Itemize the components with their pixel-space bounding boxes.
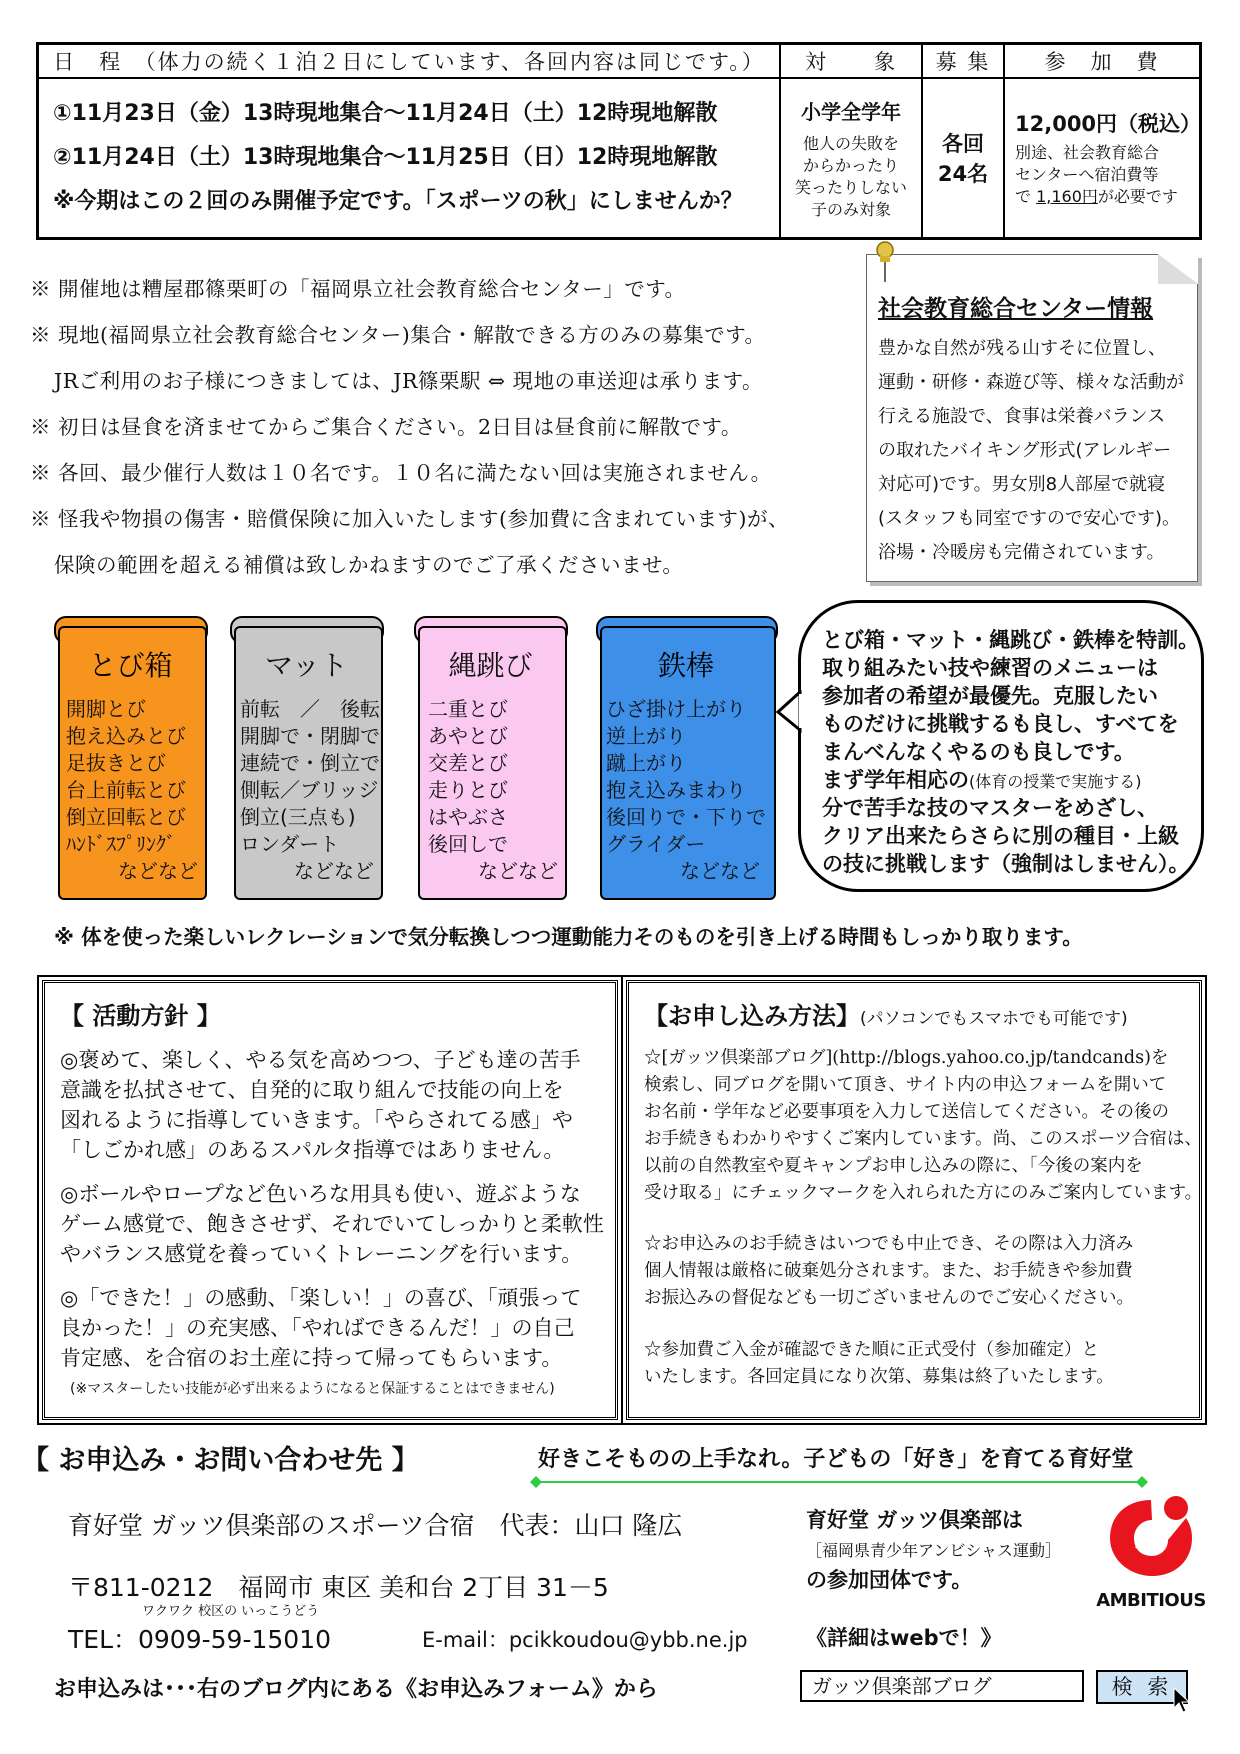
skill-item: 開脚とび — [66, 697, 146, 721]
info-title: 社会教育総合センター情報 — [878, 296, 1154, 322]
schedule-table — [36, 42, 1202, 240]
pushpin-icon — [870, 240, 900, 284]
skill-item: 交差とび — [428, 751, 508, 775]
policy-line: ゲーム感覚で、飽きさせず、それでいてしっかりと柔軟性 — [60, 1212, 604, 1236]
skill-etc: などなど — [118, 859, 198, 883]
skill-item: 抱え込みとび — [66, 724, 186, 748]
address-ruby: ワクワク 校区の いっこうどう — [142, 1604, 320, 1619]
policy-line: 「しごかれ感」のあるスパルタ指導ではありません。 — [60, 1138, 565, 1162]
bubble-pointer — [776, 690, 806, 734]
recreation-note: ※ 体を使った楽しいレクレーションで気分転換しつつ運動能力そのものを引き上げる時間もしっかり取ります。 — [54, 925, 1083, 949]
info-line: の取れたバイキング形式(アレルギー — [878, 440, 1172, 461]
page-fold-corner — [1158, 254, 1198, 284]
info-line: 対応可)です。男女別8人部屋で就寝 — [878, 474, 1166, 495]
bubble-note: (体育の授業で実施する) — [969, 772, 1142, 791]
header-target: 対 象 — [780, 44, 922, 79]
apply-line: 以前の自然教室や夏キャンプお申し込みの際に、「今後の案内を — [644, 1156, 1143, 1176]
fee-line — [1015, 186, 1199, 208]
target-line: からかったり — [802, 155, 899, 175]
note-insurance: ※ 怪我や物損の傷害・賠償保険に加入いたします(参加費に含まれています)が、 — [30, 507, 790, 531]
target-line: 笑ったりしない — [794, 177, 907, 197]
skill-item: 前転 ／ 後転 — [240, 697, 380, 721]
fee-cell — [1004, 78, 1201, 239]
organization: 育好堂 ガッツ倶楽部のスポーツ合宿 代表：山口 隆広 — [68, 1511, 683, 1540]
note-lunch: ※ 初日は昼食を済ませてからご集合ください。2日目は昼食前に解散です。 — [30, 415, 742, 439]
telephone: TEL：0909-59-15010 — [68, 1625, 332, 1654]
header-capacity: 募 集 — [922, 44, 1004, 79]
apply-line: 個人情報は厳格に破棄処分されます。また、お手続きや参加費 — [644, 1261, 1133, 1281]
bubble-line: の技に挑戦します（強制はしません）。 — [822, 852, 1190, 876]
apply-title: 【お申し込み方法】 — [644, 1002, 860, 1030]
capacity-label: 各回 — [942, 132, 984, 156]
schedule-row-1: ①11月23日（金）13時現地集合～11月24日（土）12時現地解散 — [53, 101, 718, 126]
skill-item: 抱え込みまわり — [606, 778, 746, 802]
target-main: 小学全学年 — [801, 99, 901, 124]
target-cell — [780, 78, 922, 239]
slogan: 好きこそものの上手なれ。子どもの「好き」を育てる育好堂 — [538, 1447, 1134, 1472]
blog-search-input[interactable]: ガッツ倶楽部ブログ — [800, 1670, 1084, 1702]
target-line: 子のみ対象 — [810, 199, 891, 219]
skill-item: グライダー — [606, 832, 706, 856]
skill-item: あやとび — [428, 724, 508, 748]
apply-line: ☆参加費ご入金が確認できた順に正式受付（参加確定）と — [644, 1340, 1099, 1360]
bubble-line: まんべんなくやるのも良しです。 — [822, 740, 1135, 764]
scroll-title: マット — [265, 649, 348, 682]
policy-title: 【 活動方針 】 — [60, 1002, 221, 1030]
bubble-line: 取り組みたい技や練習のメニューは — [822, 656, 1158, 680]
slogan-underline — [530, 1476, 1148, 1488]
skill-item: はやぶさ — [428, 805, 508, 829]
skill-item: 倒立回転とび — [66, 805, 186, 829]
skill-item: 二重とび — [428, 697, 508, 721]
apply-line: いたします。各回定員になり次第、募集は終了いたします。 — [644, 1367, 1114, 1387]
skill-item: 足抜きとび — [66, 751, 166, 775]
bubble-line: クリア出来たらさらに別の種目・上級 — [822, 824, 1179, 848]
scroll-title: 鉄棒 — [657, 649, 714, 682]
mouse-cursor-icon — [1172, 1686, 1194, 1716]
skill-item: 後回しで — [428, 832, 508, 856]
skill-etc: などなど — [478, 859, 558, 883]
info-line: (スタッフも同室ですので安心です)。 — [878, 508, 1181, 529]
policy-line: やバランス感覚を養っていくトレーニングを行います。 — [60, 1242, 583, 1266]
header-fee: 参 加 費 — [1004, 44, 1201, 79]
member-line: ［福岡県青少年アンビシャス運動］ — [806, 1541, 1062, 1560]
lodging-fee: 1,160円 — [1036, 187, 1098, 206]
apply-line: 受け取る」にチェックマークを入れられた方にのみご案内しています。 — [644, 1183, 1203, 1203]
note-insurance-limit: 保険の範囲を超える補償は致しかねますのでご了承くださいませ。 — [54, 553, 684, 577]
policy-line: ◎褒めて、楽しく、やる気を高めつつ、子ども達の苦手 — [60, 1048, 581, 1072]
apply-line: ☆[ガッツ倶楽部ブログ](http://blogs.yahoo.co.jp/tandcands)を — [644, 1048, 1169, 1068]
apply-title-sub: (パソコンでもスマホでも可能です) — [860, 1009, 1128, 1029]
skill-item: 逆上がり — [606, 724, 686, 748]
scroll-title: 縄跳び — [448, 649, 533, 682]
skill-item: ﾊﾝﾄﾞｽﾌﾟﾘﾝｸﾞ — [66, 832, 176, 856]
info-line: 浴場・冷暖房も完備されています。 — [878, 542, 1165, 563]
fee-text: で — [1015, 187, 1032, 206]
fee-line: 別途、社会教育総合 — [1015, 143, 1160, 162]
bubble-line: 分で苦手な技のマスターをめざし、 — [822, 796, 1158, 820]
info-line: 豊かな自然が残る山すそに位置し、 — [878, 338, 1166, 359]
note-venue: ※ 開催地は糟屋郡篠栗町の「福岡県立社会教育総合センター」です。 — [30, 277, 686, 301]
bubble-line: とび箱・マット・縄跳び・鉄棒を特訓。 — [822, 628, 1200, 652]
capacity-value: 24名 — [937, 162, 989, 186]
apply-line: お手続きもわかりやすくご案内しています。尚、このスポーツ合宿は、 — [644, 1129, 1202, 1149]
contact-heading: 【 お申込み・お問い合わせ先 】 — [22, 1445, 419, 1476]
policy-line: 肯定感、を合宿のお土産に持って帰ってもらいます。 — [60, 1346, 563, 1370]
apply-line: お名前・学年など必要事項を入力して送信してください。その後の — [644, 1102, 1169, 1122]
scroll-title: とび箱 — [88, 649, 173, 682]
skill-item: 倒立(三点も) — [240, 805, 356, 829]
info-line: 行える施設で、食事は栄養バランス — [878, 406, 1166, 427]
email: E-mail：pcikkoudou@ybb.ne.jp — [422, 1628, 748, 1652]
note-meeting: ※ 現地(福岡県立社会教育総合センター)集合・解散できる方のみの募集です。 — [30, 323, 766, 347]
apply-line: ☆お申込みのお手続きはいつでも中止でき、その際は入力済み — [644, 1234, 1134, 1254]
skill-item: 開脚で・閉脚で — [240, 724, 380, 748]
apply-line: 検索し、同ブログを開いて頂き、サイト内の申込フォームを開いて — [644, 1075, 1167, 1095]
skill-item: 側転／ブリッジ — [240, 778, 379, 802]
note-minimum: ※ 各回、最少催行人数は１０名です。１０名に満たない回は実施されません。 — [30, 461, 772, 485]
policy-line: ◎ボールやロープなど色いろな用具も使い、遊ぶような — [60, 1182, 581, 1206]
fee-main: 12,000円（税込） — [1015, 112, 1202, 136]
search-button[interactable]: 検 索 — [1096, 1670, 1188, 1704]
target-line: 他人の失敗を — [802, 133, 899, 153]
skill-item: ロンダート — [240, 832, 340, 856]
skill-item: 連続で・倒立で — [240, 751, 380, 775]
skill-item: 台上前転とび — [66, 778, 186, 802]
policy-footnote: (※マスターしたい技能が必ず出来るようになると保証することはできません) — [70, 1381, 555, 1397]
ambitious-logo — [1096, 1494, 1206, 1588]
schedule-cell — [38, 78, 781, 239]
apply-heading — [644, 996, 1128, 1031]
skill-item: 後回りで・下りで — [606, 805, 766, 829]
member-line: の参加団体です。 — [806, 1568, 973, 1592]
address: 〒811-0212 福岡市 東区 美和台 2丁目 31－5 — [68, 1573, 609, 1602]
schedule-row-3: ※今期はこの２回のみ開催予定です。「スポーツの秋」にしませんか？ — [53, 189, 743, 214]
bubble-line: ものだけに挑戦するも良し、すべてを — [822, 712, 1179, 736]
info-line: 運動・研修・森遊び等、様々な活動が — [878, 372, 1184, 393]
policy-line: 意識を払拭させて、自発的に取り組んで技能の向上を — [60, 1078, 564, 1102]
capacity-cell — [922, 78, 1004, 239]
policy-line: 良かった！」の充実感、「やればできるんだ！」の自己 — [60, 1316, 575, 1340]
bubble-line — [822, 764, 1142, 794]
skill-item: 蹴上がり — [606, 751, 686, 775]
fee-line: センターへ宿泊費等 — [1015, 165, 1159, 184]
bubble-line: 参加者の希望が最優先。克服したい — [822, 684, 1158, 708]
apply-line: お振込みの督促なども一切ございませんのでご安心ください。 — [644, 1288, 1134, 1308]
policy-line: 図れるように指導していきます。「やらされてる感」や — [60, 1108, 573, 1132]
schedule-row-2: ②11月24日（土）13時現地集合～11月25日（日）12時現地解散 — [53, 145, 718, 170]
policy-line: ◎「できた！」の感動、「楽しい！」の喜び、「頑張って — [60, 1286, 582, 1310]
skill-etc: などなど — [680, 859, 760, 883]
member-line: 育好堂 ガッツ倶楽部は — [806, 1508, 1023, 1532]
bubble-text: まず学年相応の — [822, 768, 969, 792]
skill-etc: などなど — [294, 859, 374, 883]
skill-item: ひざ掛け上がり — [606, 697, 746, 721]
fee-text: が必要です — [1097, 187, 1178, 206]
logo-text: AMBITIOUS — [1096, 1590, 1206, 1611]
skill-item: 走りとび — [428, 778, 508, 802]
header-schedule: 日 程 （体力の続く１泊２日にしています、各回内容は同じです。） — [38, 44, 781, 79]
detail-web: 《詳細はwebで！》 — [806, 1626, 1002, 1650]
apply-note: お申込みは･･･右のブログ内にある《お申込みフォーム》から — [54, 1677, 658, 1702]
note-jr: JRご利用のお子様につきましては、JR篠栗駅 ⇔ 現地の車送迎は承ります。 — [54, 369, 763, 393]
